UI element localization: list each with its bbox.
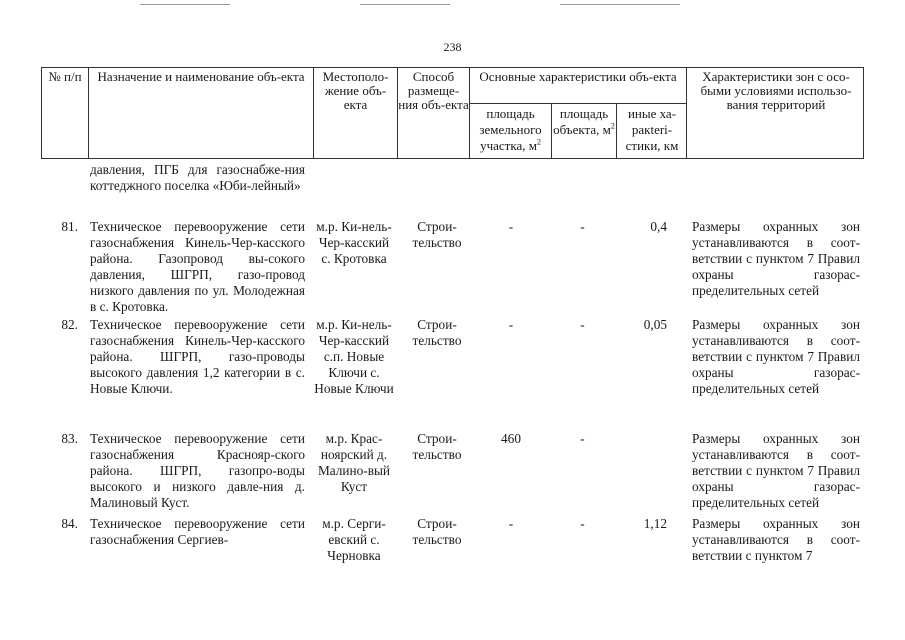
page-number: 238 <box>443 40 462 54</box>
row-num: 82. <box>61 317 78 332</box>
table-header <box>41 67 864 159</box>
row-method: Строи-тельство <box>412 516 462 547</box>
header-method: Способ размеще-ния объ-екта <box>398 68 470 158</box>
header-num: № п/п <box>42 68 89 158</box>
scan-artifact-line <box>360 4 450 5</box>
row-name: Техническое перевооружение сети газоснабжения Краснояр-ского района. ШГРП, газопро-воды высокого и низкого давле-ния д. Малиновый Куст. <box>90 431 305 510</box>
row-object-area: - <box>580 219 585 234</box>
row-num: 83. <box>61 431 78 446</box>
header-main-characteristics <box>470 68 687 158</box>
row-location: м.р. Ки-нель-Чер-касский с.п. Новые Ключи с. Новые Ключи <box>314 317 394 396</box>
scan-artifact-line <box>140 4 230 5</box>
row-num: 81. <box>61 219 78 234</box>
header-object-area-sup: 2 <box>610 121 615 131</box>
header-land-area-sup: 2 <box>536 137 541 147</box>
row-zones: Размеры охранных зон устанавливаются в соот-ветствии с пунктом 7 Правил охраны газорас-пределительных сетей <box>692 431 860 510</box>
row-land-area: - <box>508 317 514 332</box>
row-zones: Размеры охранных зон устанавливаются в соот-ветствии с пунктом 7 Правил охраны газорас-пределительных сетей <box>692 317 860 396</box>
header-land-area <box>470 103 552 158</box>
row-zones: Размеры охранных зон устанавливаются в соот-ветствии с пунктом 7 Правил охраны газорас-пределительных сетей <box>692 219 860 298</box>
scan-artifact-line <box>560 4 680 5</box>
row-name: Техническое перевооружение сети газоснабжения Кинель-Чер-касского района. ШГРП, газо-проводы высокого давления 1,2 категории в с. Новые Ключи. <box>90 317 305 396</box>
header-other: иные ха-ракteri-стики, км <box>617 103 687 158</box>
row-location: м.р. Ки-нель-Чер-касский с. Кротовка <box>316 219 392 266</box>
row-zones: Размеры охранных зон устанавливаются в соот-ветствии с пунктом 7 <box>692 516 860 563</box>
header-name: Назначение и наименование объ-екта <box>89 68 314 158</box>
row-location: м.р. Серги-евский с. Черновка <box>322 516 386 563</box>
row-object-area: - <box>580 317 585 332</box>
header-land-area-label: площадь земельного участка, м <box>479 106 542 153</box>
row-object-area: - <box>580 516 585 531</box>
row-name: Техническое перевооружение сети газоснабжения Кинель-Чер-касского района. Газопровод вы-сокого давления, ШГРП, газо-провод низкого давления по ул. Молодежная в с. Кротовка. <box>90 219 305 314</box>
row-land-area: - <box>508 219 514 234</box>
row-other: 0,4 <box>650 219 667 234</box>
row-method: Строи-тельство <box>412 317 462 348</box>
row-other: 0,05 <box>643 317 667 332</box>
header-zones: Характеристики зон с осо-быми условиями использо-вания территорий <box>700 69 852 112</box>
row-land-area: - <box>508 516 514 531</box>
row-land-area: 460 <box>501 431 521 446</box>
header-location: Местополо-жение объ-екта <box>314 68 398 158</box>
row-name: Техническое перевооружение сети газоснабжения Сергиев- <box>90 516 305 547</box>
row-other: 1,12 <box>643 516 667 531</box>
row-location: м.р. Крас-ноярский д. Малино-вый Куст <box>317 431 391 494</box>
header-object-area <box>552 103 617 158</box>
row-method: Строи-тельство <box>412 219 462 250</box>
header-object-area-label: площадь объекта, м <box>553 106 611 137</box>
row-method: Строи-тельство <box>412 431 462 462</box>
header-main-label: Основные характеристики объ-екта <box>479 69 677 84</box>
continuation-text: давления, ПГБ для газоснабже-ния коттеджного поселка «Юби-лейный» <box>90 162 305 193</box>
row-num: 84. <box>61 516 78 531</box>
row-object-area: - <box>580 431 585 446</box>
